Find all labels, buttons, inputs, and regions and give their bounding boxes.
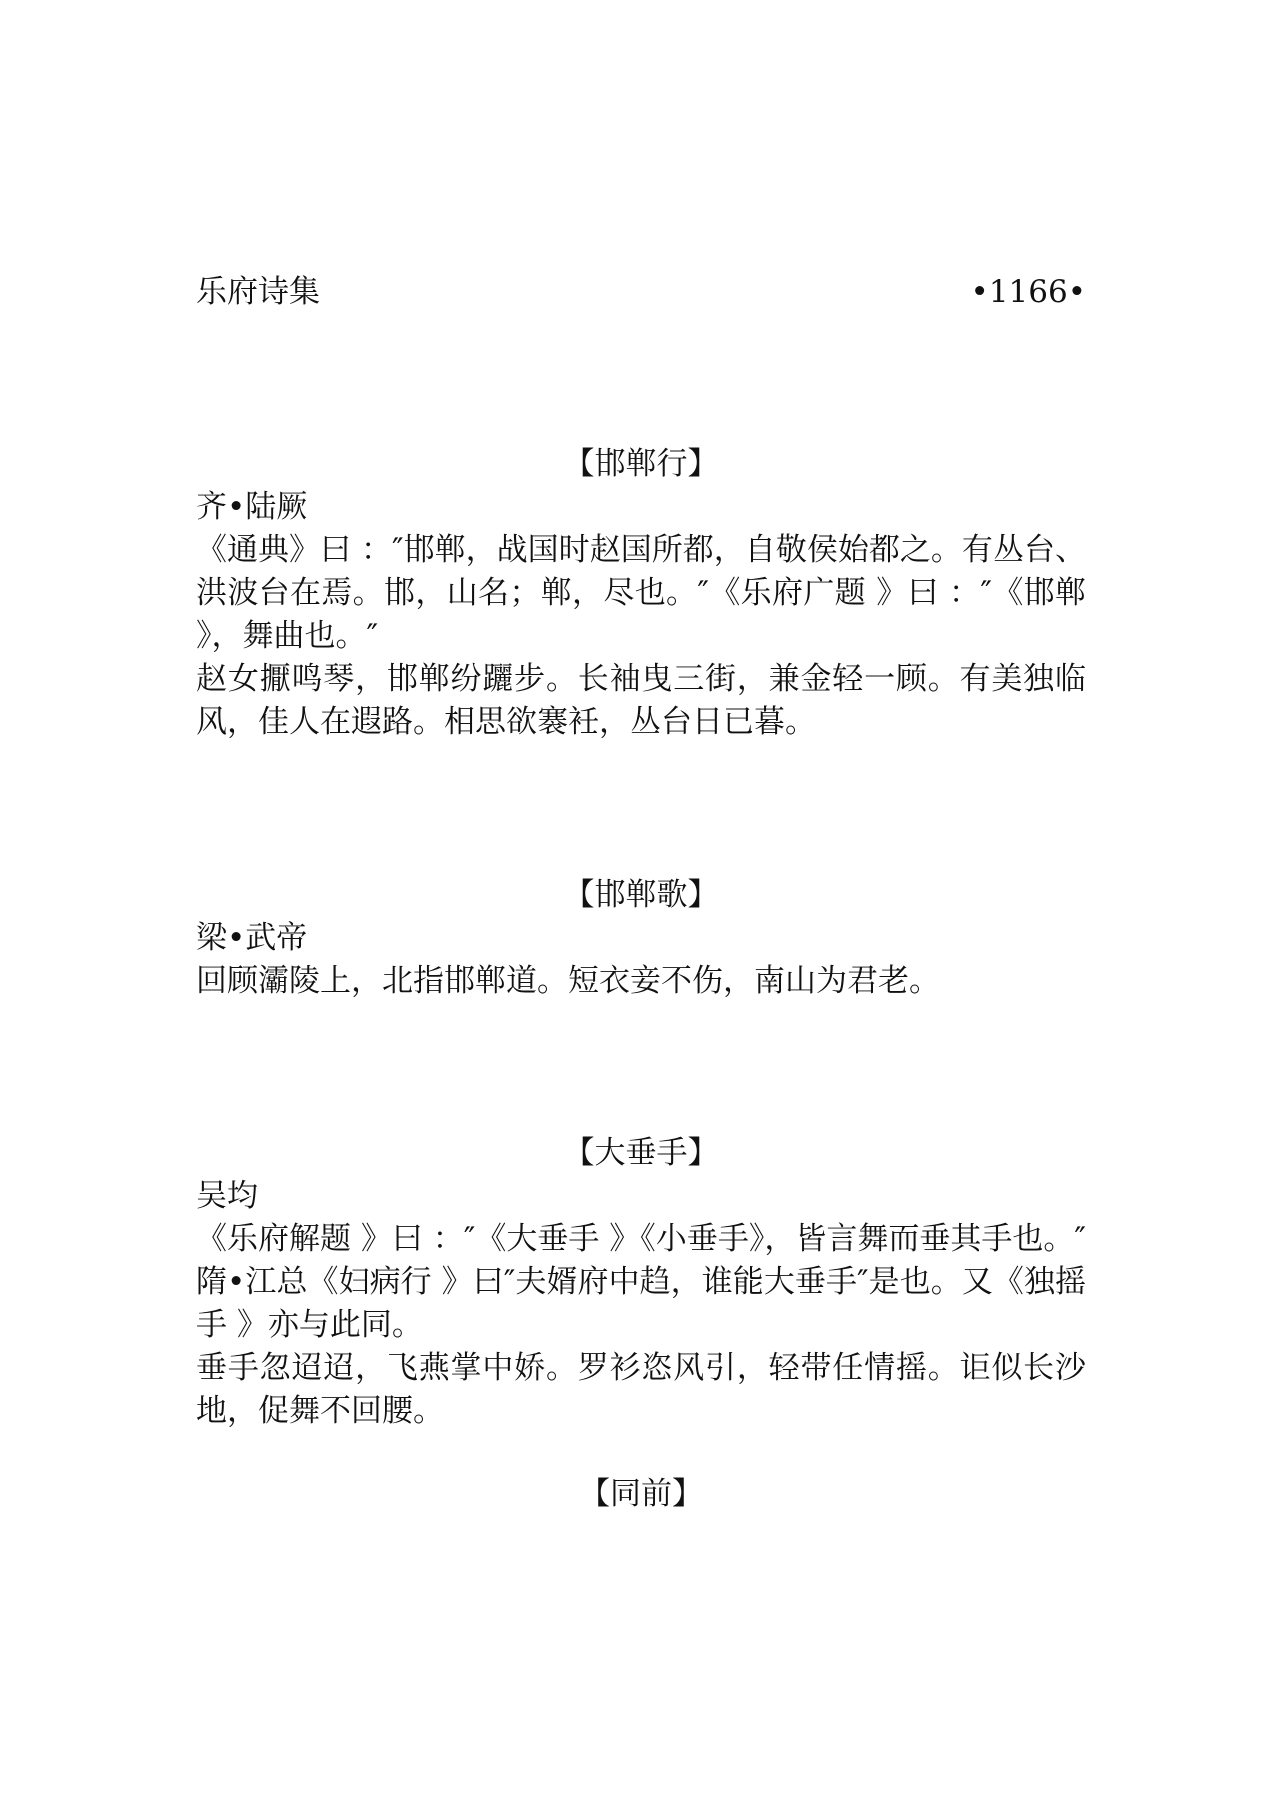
poem-section-handan-ge bbox=[196, 873, 1086, 1003]
section-title: 【大垂手】 bbox=[563, 1135, 719, 1171]
poem-text: 垂手忽迢迢，飞燕掌中娇。罗衫恣风引，轻带任情摇。讵似长沙地，促舞不回腰。 bbox=[196, 1350, 1086, 1429]
poem-section-tong-qian bbox=[196, 1472, 1086, 1516]
commentary-paragraph: 《乐府解题 》曰 ：″《大垂手 》《小垂手》，皆言舞而垂其手也。″隋•江总《妇病行 》曰″夫婿府中趋，谁能大垂手″是也。又《独摇手 》亦与此同。 bbox=[196, 1221, 1086, 1343]
section-title: 【邯郸歌】 bbox=[563, 877, 719, 913]
poem-text: 回顾灞陵上，北指邯郸道。短衣妾不伤，南山为君老。 bbox=[196, 963, 940, 999]
book-title: 乐府诗集 bbox=[196, 274, 320, 310]
commentary-paragraph: 《通典》曰 ：″邯郸，战国时赵国所都，自敬侯始都之。有丛台、洪波台在焉。邯，山名；郸，尽也。″《乐府广题 》曰 ：″《邯郸 》，舞曲也。″ bbox=[196, 532, 1086, 654]
author-line: 梁•武帝 bbox=[196, 920, 308, 956]
poem-section-handan-xing bbox=[196, 442, 1086, 744]
running-header bbox=[196, 270, 1086, 314]
poem-text: 赵女擫鸣琴，邯郸纷躧步。长袖曳三街，兼金轻一顾。有美独临风，佳人在遐路。相思欲褰衽，丛台日已暮。 bbox=[196, 661, 1086, 740]
author-line: 吴均 bbox=[196, 1178, 258, 1214]
author-line: 齐•陆厥 bbox=[196, 489, 308, 525]
poem-section-da-chui-shou bbox=[196, 1131, 1086, 1433]
section-title: 【同前】 bbox=[579, 1476, 703, 1512]
page-number: •1166• bbox=[970, 274, 1086, 310]
section-title: 【邯郸行】 bbox=[563, 446, 719, 482]
document-page bbox=[196, 0, 1086, 1795]
